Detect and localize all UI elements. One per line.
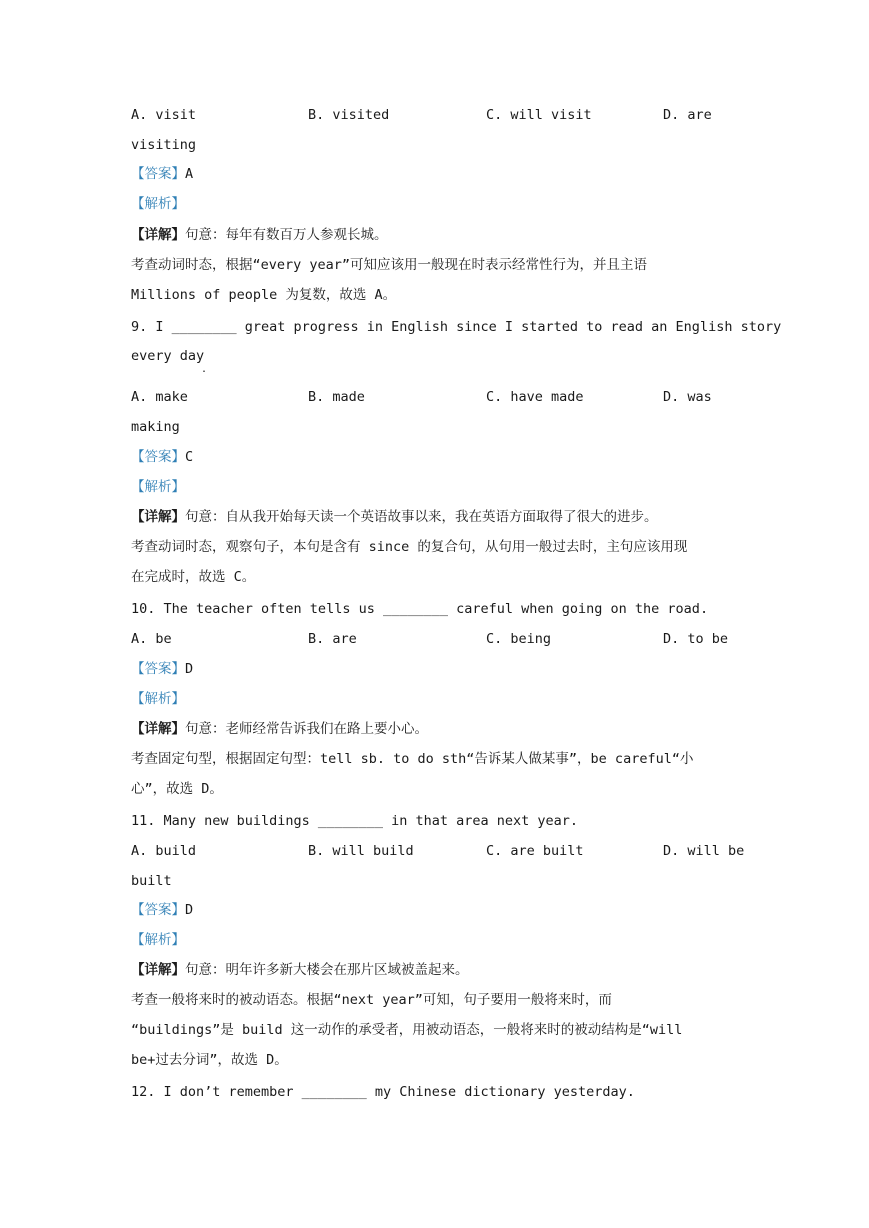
q9-detail: [131, 507, 741, 527]
q11-option-b: B. will build: [308, 843, 414, 859]
q9-option-a: A. make: [131, 389, 188, 405]
analysis-tag: 【解析】: [131, 479, 185, 495]
analysis-tag: 【解析】: [131, 932, 185, 948]
q10-detail: [131, 719, 741, 739]
q9-explain-line: 考查动词时态，观察句子，本句是含有 since 的复合句，从句用一般过去时，主句应该用现: [131, 539, 688, 555]
q8-options-wrap: visiting: [131, 137, 197, 153]
q11-stem-line: 11. Many new buildings ________ in that area next year.: [131, 813, 579, 829]
q9-stem-line: 9. I ________ great progress in English since I started to read an English story: [131, 319, 782, 335]
q11-answer: [131, 900, 741, 920]
q11-option-d: D. will be: [663, 843, 745, 859]
q10-option-a: A. be: [131, 631, 172, 647]
answer-value: D: [185, 661, 194, 677]
detail-tag: 【详解】: [131, 227, 185, 243]
q11-explain-line: be+过去分词”，故选 D。: [131, 1052, 288, 1068]
q10-option-b: B. are: [308, 631, 357, 647]
q9-option-c: C. have made: [486, 389, 584, 405]
q8-option-a: A. visit: [131, 107, 197, 123]
detail-tag: 【详解】: [131, 509, 185, 525]
detail-text: 句意：每年有数百万人参观长城。: [185, 227, 388, 243]
q9-stray-dot: .: [201, 364, 208, 375]
answer-value: A: [185, 166, 194, 182]
q9-option-b: B. made: [308, 389, 365, 405]
q11-explain-line: “buildings”是 build 这一动作的承受者，用被动语态，一般将来时的被动结构是“will: [131, 1022, 683, 1038]
q10-option-d: D. to be: [663, 631, 729, 647]
analysis-tag: 【解析】: [131, 691, 185, 707]
q8-option-d: D. are: [663, 107, 712, 123]
q8-explain-line: 考查动词时态，根据“every year”可知应该用一般现在时表示经常性行为，并且主语: [131, 257, 648, 273]
answer-value: C: [185, 449, 194, 465]
q9-stem-line: every day: [131, 348, 205, 364]
q10-explain-line: 心”，故选 D。: [131, 781, 223, 797]
q10-answer: [131, 659, 741, 679]
q11-options-wrap: built: [131, 873, 172, 889]
q9-options-wrap: making: [131, 419, 180, 435]
q11-explain-line: 考查一般将来时的被动语态。根据“next year”可知，句子要用一般将来时，而: [131, 992, 612, 1008]
answer-value: D: [185, 902, 194, 918]
q9-analysis: [131, 477, 741, 497]
analysis-tag: 【解析】: [131, 196, 185, 212]
answer-tag: 【答案】: [131, 902, 185, 918]
detail-text: 句意：自从我开始每天读一个英语故事以来，我在英语方面取得了很大的进步。: [185, 509, 658, 525]
q9-explain-line: 在完成时，故选 C。: [131, 569, 256, 585]
q10-option-c: C. being: [486, 631, 552, 647]
q8-answer: [131, 164, 741, 184]
detail-tag: 【详解】: [131, 721, 185, 737]
q11-detail: [131, 960, 741, 980]
q11-option-a: A. build: [131, 843, 197, 859]
q9-option-d: D. was: [663, 389, 712, 405]
answer-tag: 【答案】: [131, 449, 185, 465]
detail-tag: 【详解】: [131, 962, 185, 978]
answer-tag: 【答案】: [131, 166, 185, 182]
q10-stem-line: 10. The teacher often tells us ________ careful when going on the road.: [131, 601, 709, 617]
q8-analysis: [131, 194, 741, 214]
q8-option-c: C. will visit: [486, 107, 592, 123]
q8-explain-line: Millions of people 为复数，故选 A。: [131, 287, 397, 303]
q11-analysis: [131, 930, 741, 950]
q8-detail: [131, 225, 741, 245]
q10-explain-line: 考查固定句型，根据固定句型：tell sb. to do sth“告诉某人做某事”，be careful“小: [131, 751, 694, 767]
q11-option-c: C. are built: [486, 843, 584, 859]
q8-option-b: B. visited: [308, 107, 390, 123]
answer-tag: 【答案】: [131, 661, 185, 677]
detail-text: 句意：老师经常告诉我们在路上要小心。: [185, 721, 428, 737]
q9-answer: [131, 447, 741, 467]
detail-text: 句意：明年许多新大楼会在那片区域被盖起来。: [185, 962, 469, 978]
q10-analysis: [131, 689, 741, 709]
q12-stem-line: 12. I don’t remember ________ my Chinese dictionary yesterday.: [131, 1084, 635, 1100]
